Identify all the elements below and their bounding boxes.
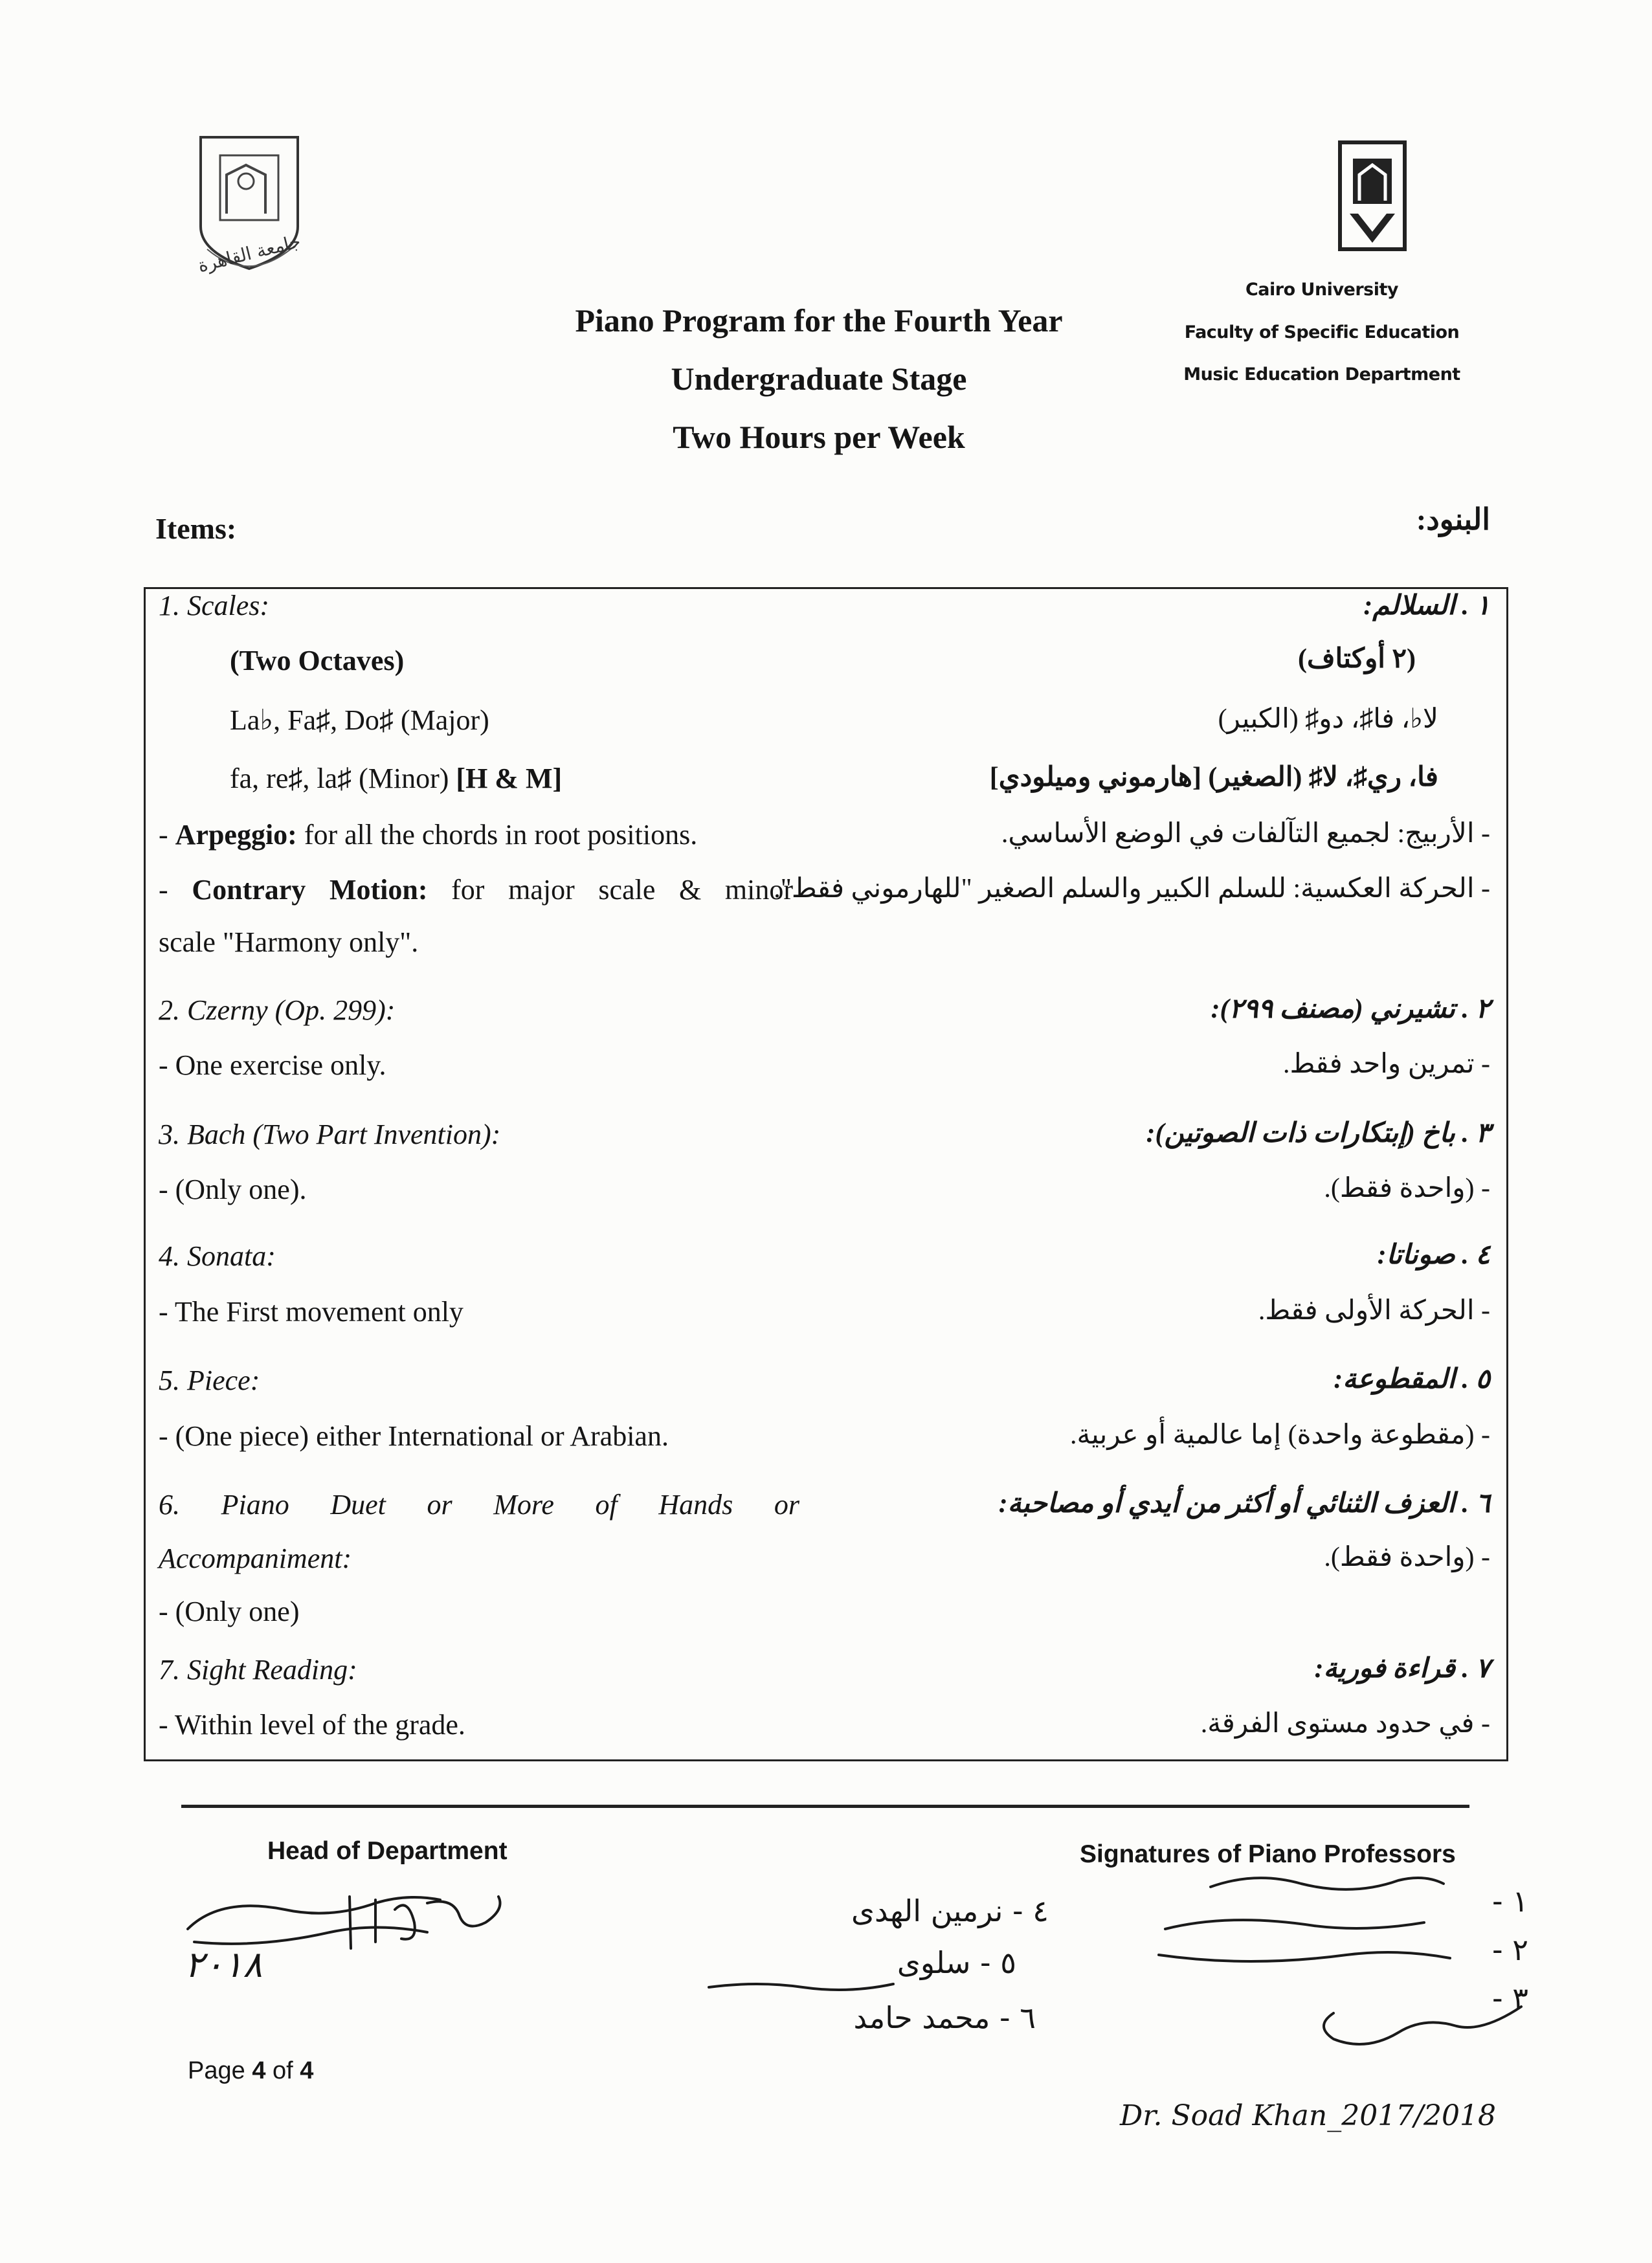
contrary-motion-label: Contrary Motion: — [192, 874, 428, 906]
duet-heading-word: of — [595, 1489, 618, 1521]
signature-number-1: ١ - — [1492, 1884, 1528, 1919]
bach-line: - (Only one). — [159, 1174, 307, 1205]
duet-line: - (Only one) — [159, 1596, 300, 1627]
document-subtitle-stage: Undergraduate Stage — [671, 361, 967, 397]
signature-professor-5: ٥ - سلوى — [897, 1945, 1016, 1980]
page-number: Page 4 of 4 — [188, 2057, 314, 2084]
sight-reading-heading: 7. Sight Reading: — [159, 1654, 357, 1686]
sonata-line: - The First movement only — [159, 1296, 463, 1328]
sight-reading-line: - Within level of the grade. — [159, 1709, 465, 1741]
scales-heading-arabic: ١ . السلالم: — [1363, 591, 1490, 621]
duet-heading-word: More — [493, 1489, 554, 1521]
duet-line-arabic: - (واحدة فقط). — [1324, 1543, 1490, 1572]
signature-professor-6: ٦ - محمد حامد — [853, 2000, 1036, 2035]
scales-minor-keys: fa, re♯, la♯ (Minor) — [230, 763, 449, 794]
cairo-university-logo-right — [1334, 139, 1411, 256]
duet-heading-word: Piano — [221, 1489, 289, 1521]
arpeggio-text: for all the chords in root positions. — [304, 819, 698, 851]
document-title: Piano Program for the Fourth Year — [575, 302, 1063, 339]
items-label: Items: — [155, 512, 237, 545]
sonata-heading-arabic: ٤ . صوناتا: — [1377, 1240, 1490, 1270]
scales-minor-arabic: فا، ري♯، لا♯ (الصغير) [هارموني وميلودي] — [989, 763, 1438, 792]
piece-line-arabic: - (مقطوعة واحدة) إما عالمية أو عربية. — [1069, 1420, 1490, 1450]
contrary-motion-text: for major scale & minor — [451, 874, 794, 906]
duet-heading-word: Hands — [658, 1489, 733, 1521]
duet-heading-word: 6. — [159, 1489, 180, 1521]
scales-octaves-arabic: (٢ أوكتاف) — [1297, 644, 1416, 674]
piece-line: - (One piece) either International or Arabian. — [159, 1420, 669, 1452]
signature-professor-1 — [1204, 1864, 1450, 1903]
footer-divider — [181, 1805, 1469, 1808]
czerny-heading: 2. Czerny (Op. 299): — [159, 994, 396, 1026]
arpeggio-arabic: - الأربيج: لجميع التآلفات في الوضع الأساسي. — [1001, 819, 1490, 849]
scales-minor — [230, 762, 562, 795]
duet-heading-word: Duet — [330, 1489, 386, 1521]
scales-heading: 1. Scales: — [159, 590, 270, 621]
arpeggio-line: - Arpeggio: for all the chords in root positions. — [159, 819, 698, 851]
sight-reading-heading-arabic: ٧ . قراءة فورية: — [1314, 1654, 1490, 1684]
bach-heading: 3. Bach (Two Part Invention): — [159, 1119, 501, 1150]
signature-number-3: ٣ - — [1492, 1981, 1528, 2016]
scales-minor-mark: [H & M] — [456, 763, 563, 794]
page-total: 4 — [300, 2057, 314, 2084]
contrary-motion-arabic: - الحركة العكسية: للسلم الكبير والسلم الصغير "للهارموني فقط". — [774, 874, 1490, 904]
department-name: Music Education Department — [1183, 364, 1460, 385]
piece-heading-arabic: ٥ . المقطوعة: — [1334, 1365, 1490, 1394]
faculty-name: Faculty of Specific Education — [1184, 322, 1460, 342]
scales-octaves: (Two Octaves) — [230, 645, 405, 676]
scales-major: La♭, Fa♯, Do♯ (Major) — [230, 704, 489, 736]
sonata-heading: 4. Sonata: — [159, 1240, 276, 1272]
signatures-label: Signatures of Piano Professors — [1080, 1840, 1456, 1868]
czerny-line: - One exercise only. — [159, 1049, 386, 1081]
seal-arabic-text: جامعة القاهرة — [195, 230, 303, 277]
czerny-line-arabic: - تمرين واحد فقط. — [1283, 1049, 1490, 1079]
cairo-university-seal-left — [181, 129, 317, 285]
signature-number-2: ٢ - — [1492, 1932, 1528, 1967]
sight-reading-line-arabic: - في حدود مستوى الفرقة. — [1200, 1709, 1490, 1739]
head-of-department-label: Head of Department — [267, 1837, 508, 1865]
czerny-heading-arabic: ٢ . تشيرني (مصنف ٢٩٩): — [1211, 994, 1490, 1024]
page-current: 4 — [252, 2057, 266, 2084]
items-label-arabic: البنود: — [1416, 503, 1490, 536]
piece-heading: 5. Piece: — [159, 1365, 260, 1396]
duet-heading-word: or — [427, 1489, 452, 1521]
bach-line-arabic: - (واحدة فقط). — [1324, 1174, 1490, 1203]
scales-major-arabic: لا♭، فا♯، دو♯ (الكبير) — [1218, 704, 1438, 734]
author-credit: Dr. Soad Khan_2017/2018 — [1120, 2099, 1497, 2132]
signature-professor-4: ٤ - نرمين الهدى — [851, 1893, 1049, 1928]
sonata-line-arabic: - الحركة الأولى فقط. — [1258, 1296, 1490, 1326]
arpeggio-label: Arpeggio: — [175, 819, 297, 851]
contrary-motion-line-2: scale "Harmony only". — [159, 926, 419, 958]
bach-heading-arabic: ٣ . باخ (إبتكارات ذات الصوتين): — [1146, 1119, 1490, 1148]
duet-heading-line-2: Accompaniment: — [159, 1543, 352, 1574]
university-name: Cairo University — [1245, 280, 1398, 300]
duet-heading-arabic: ٦ . العزف الثنائي أو أكثر من أيدي أو مصاحبة: — [998, 1489, 1490, 1519]
contrary-motion-line: - Contrary Motion: for major scale & minor — [159, 874, 794, 906]
document-subtitle-hours: Two Hours per Week — [673, 419, 965, 455]
signature-professor-2 — [1152, 1910, 1476, 1981]
head-of-department-date: ٢٠١٨ — [184, 1944, 263, 1986]
duet-heading-word: or — [774, 1489, 799, 1521]
duet-heading — [159, 1488, 799, 1521]
